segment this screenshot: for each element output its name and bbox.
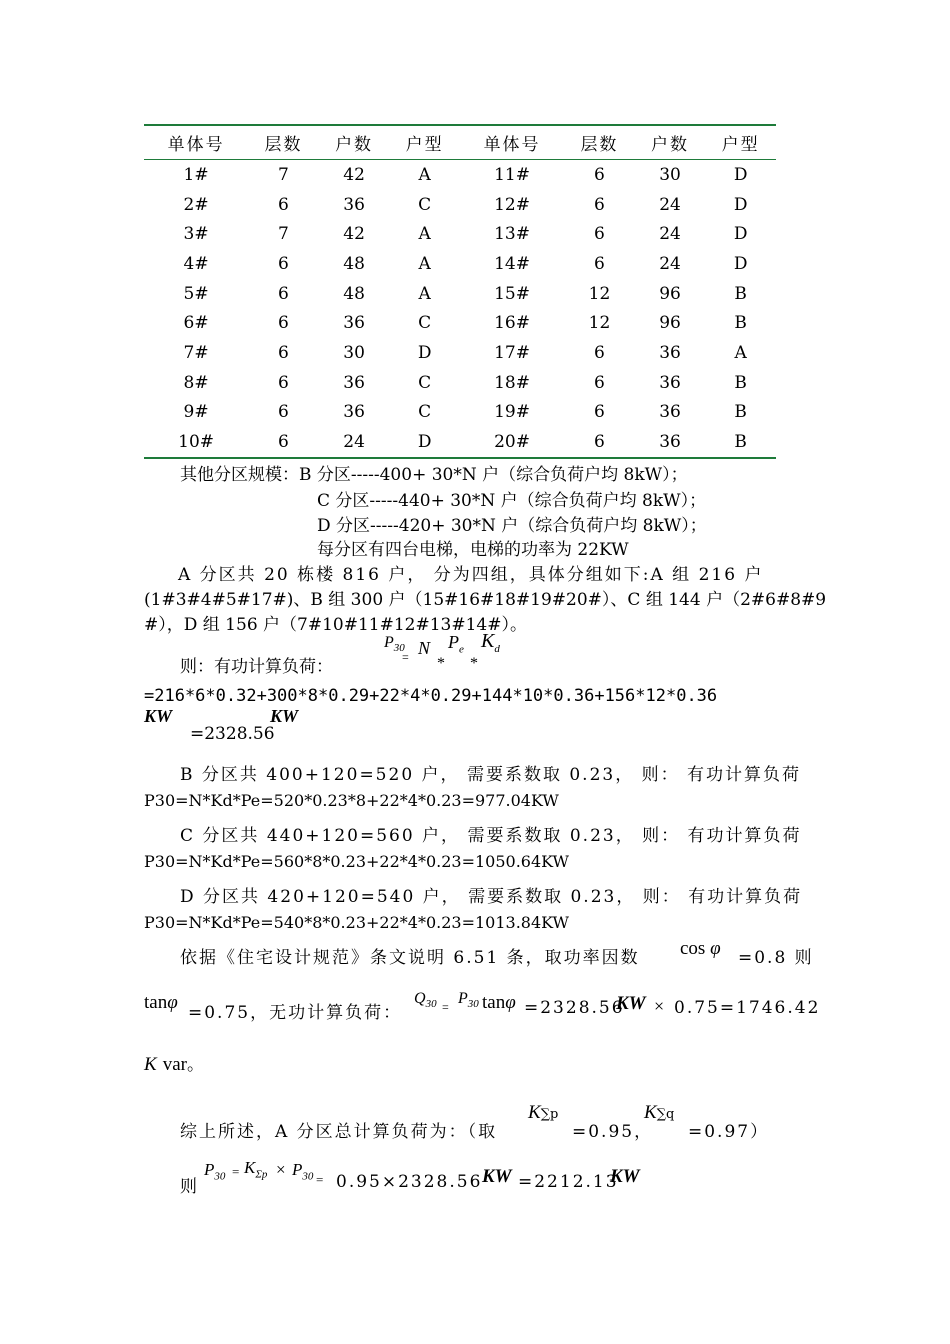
cos-phi: cos φ: [680, 938, 721, 959]
active-load-result: =2328.56: [190, 724, 275, 744]
c-section-line1: C 分区共 440+120=560 户， 需要系数取 0.23， 则： 有功计算负荷: [180, 826, 802, 846]
table-cell: 24: [659, 194, 681, 215]
table-cell: 36: [659, 402, 681, 423]
col-header: 户型: [389, 125, 460, 160]
table-cell: C: [418, 194, 432, 215]
table-cell: 24: [659, 253, 681, 274]
table-cell: 6: [278, 194, 289, 215]
active-load-label: 则：有功计算负荷：: [180, 657, 333, 677]
table-row: [144, 160, 776, 190]
formula-star2: *: [470, 655, 478, 672]
table-cell: 36: [343, 194, 365, 215]
formula-pe: $P_e$: [448, 632, 464, 656]
table-row: [144, 398, 776, 428]
table-cell: 48: [343, 283, 365, 304]
table-cell: 6: [594, 194, 605, 215]
table-cell: 7#: [183, 342, 209, 363]
table-cell: 12: [588, 313, 611, 334]
table-cell: 1#: [183, 164, 209, 185]
table-cell: A: [418, 283, 431, 304]
table-cell: 20#: [460, 427, 564, 458]
table-row: [144, 279, 776, 309]
a-paragraph-line3: #），D 组 156 户（7#10#11#12#13#14#）。: [144, 615, 527, 635]
table-cell: 48: [343, 253, 365, 274]
d-section-line2: P30=N*Kd*Pe=540*8*0.23+22*4*0.23=1013.84KW: [144, 913, 569, 932]
table-cell: 19#: [494, 402, 530, 423]
unit-kw-3: KW: [616, 993, 646, 1014]
col-header: 单体号: [460, 125, 564, 160]
table-cell: 15#: [494, 283, 530, 304]
table-cell: D: [733, 164, 748, 185]
table-cell: A: [418, 224, 431, 245]
col-header: 户型: [705, 125, 776, 160]
table-cell: 8#: [183, 372, 209, 393]
k-sum-q: K∑q: [644, 1102, 675, 1123]
d-section-line1: D 分区共 420+120=540 户， 需要系数取 0.23， 则： 有功计算负荷: [180, 887, 803, 907]
table-cell: 6#: [183, 313, 209, 334]
table-cell: A: [418, 164, 431, 185]
formula-tan-phi: tanφ: [482, 992, 516, 1013]
final-prefix: 则: [180, 1177, 197, 1197]
final-eq: =: [232, 1164, 240, 1179]
table-cell: 42: [343, 164, 365, 185]
table-cell: 6: [594, 342, 605, 363]
formula-p30: $P_{30}$: [384, 634, 405, 655]
tan-value: =0.75，无功计算负荷：: [188, 1003, 403, 1023]
table-cell: 7: [278, 224, 289, 245]
table-cell: 13#: [494, 224, 530, 245]
table-cell: 17#: [494, 342, 530, 363]
table-cell: 96: [659, 283, 681, 304]
partition-c-line: C 分区-----440+ 30*N 户（综合负荷户均 8kW）；: [317, 491, 707, 511]
table-cell: 24: [659, 224, 681, 245]
table-cell: D: [733, 194, 748, 215]
a-paragraph-line1: A 分区共 20 栋楼 816 户， 分为四组，具体分组如下:A 组 216 户: [178, 565, 764, 585]
table-cell: 6: [594, 164, 605, 185]
formula-n: N: [418, 638, 431, 658]
power-factor-text: 依据《住宅设计规范》条文说明 6.51 条，取功率因数: [180, 948, 640, 968]
tan-phi: tanφ: [144, 992, 178, 1013]
table-cell: 42: [343, 224, 365, 245]
table-header-row: [144, 125, 776, 160]
table-cell: B: [734, 283, 747, 304]
elevator-line: 每分区有四台电梯，电梯的功率为 22KW: [317, 540, 629, 560]
building-table: [144, 124, 776, 459]
b-section-line1: B 分区共 400+120=520 户， 需要系数取 0.23， 则： 有功计算负荷: [180, 765, 802, 785]
table-cell: 3#: [183, 224, 209, 245]
table-cell: B: [734, 313, 747, 334]
table-cell: 6: [278, 402, 289, 423]
col-header: 户数: [635, 125, 706, 160]
table-cell: C: [418, 372, 432, 393]
col-header: 户数: [319, 125, 390, 160]
table-cell: 36: [343, 372, 365, 393]
table-cell: 6: [278, 372, 289, 393]
table-cell: 12: [588, 283, 611, 304]
table-cell: 5#: [183, 283, 209, 304]
formula-star1: *: [437, 655, 445, 672]
final-p30: $P_{30}$: [204, 1160, 226, 1183]
b-section-line2: P30=N*Kd*Pe=520*0.23*8+22*4*0.23=977.04KW: [144, 791, 559, 810]
partition-d-line: D 分区-----420+ 30*N 户（综合负荷户均 8kW）；: [317, 516, 707, 536]
table-cell: 2#: [183, 194, 209, 215]
col-header: 单体号: [144, 125, 248, 160]
table-cell: 36: [343, 313, 365, 334]
k-sum-q-value: =0.97）: [688, 1122, 770, 1142]
table-cell: B: [734, 372, 747, 393]
table-row: [144, 368, 776, 398]
table-cell: D: [733, 224, 748, 245]
col-header: 层数: [564, 125, 635, 160]
table-row: [144, 427, 776, 458]
table-cell: 18#: [494, 372, 530, 393]
final-value: 0.95×2328.56: [336, 1172, 483, 1192]
formula-q30: $Q_{30}$: [414, 990, 437, 1011]
table-cell: 9#: [183, 402, 209, 423]
k-sum-p: K∑p: [528, 1102, 559, 1123]
table-cell: 6: [594, 253, 605, 274]
final-p30-2: $P_{30}$: [292, 1160, 314, 1183]
table-cell: 6: [278, 253, 289, 274]
table-cell: 10#: [144, 427, 248, 458]
table-cell: C: [418, 313, 432, 334]
c-section-line2: P30=N*Kd*Pe=560*8*0.23+22*4*0.23=1050.64KW: [144, 852, 569, 871]
reactive-result: 0.75=1746.42: [674, 998, 821, 1018]
table-cell: 96: [659, 313, 681, 334]
table-cell: A: [734, 342, 747, 363]
partition-b-line: 其他分区规模：B 分区-----400+ 30*N 户（综合负荷户均 8kW）；: [180, 465, 688, 485]
table-cell: 12#: [494, 194, 530, 215]
final-result: =2212.13: [518, 1172, 619, 1192]
table-cell: A: [418, 253, 431, 274]
unit-kw-5: KW: [610, 1166, 640, 1187]
formula-eq: =: [402, 650, 409, 664]
table-cell: 30: [659, 164, 681, 185]
k-sum-p-value: =0.95，: [572, 1122, 654, 1142]
table-row: [144, 219, 776, 249]
formula-p30-q: $P_{30}$: [458, 990, 479, 1011]
table-cell: 30: [343, 342, 365, 363]
table-cell: 6: [594, 372, 605, 393]
table-cell: B: [705, 427, 776, 458]
a-paragraph-line2: (1#3#4#5#17#)、B 组 300 户（15#16#18#19#20#）、C 组 144 户（2#6#8#9: [144, 590, 827, 610]
formula-eq-q: =: [442, 1000, 449, 1014]
table-cell: 6: [278, 313, 289, 334]
table-cell: 36: [635, 427, 706, 458]
unit-kw-1: KW: [144, 706, 173, 726]
table-cell: 6: [564, 427, 635, 458]
power-factor-value: =0.8 则: [738, 948, 814, 968]
table-body: [144, 160, 776, 458]
table-cell: 24: [319, 427, 390, 458]
table-row: [144, 249, 776, 279]
final-times: ×: [276, 1160, 286, 1179]
table-cell: D: [389, 427, 460, 458]
formula-kd: $K_d$: [481, 630, 500, 655]
table-cell: 36: [659, 372, 681, 393]
table-cell: 11#: [494, 164, 530, 185]
table-cell: 6: [278, 342, 289, 363]
table-cell: 7: [278, 164, 289, 185]
summary-text: 综上所述，A 分区总计算负荷为：（取: [180, 1122, 498, 1142]
table-cell: 36: [343, 402, 365, 423]
table-cell: 14#: [494, 253, 530, 274]
table-cell: C: [418, 402, 432, 423]
table-row: [144, 308, 776, 338]
unit-kvar: K var。: [144, 1054, 204, 1075]
table-cell: 6: [594, 224, 605, 245]
table-cell: 36: [659, 342, 681, 363]
table-row: [144, 338, 776, 368]
table-cell: B: [734, 402, 747, 423]
final-k: $K_{\Sigma p}$: [244, 1158, 268, 1181]
table-cell: 6: [594, 402, 605, 423]
reactive-value: =2328.56: [524, 998, 625, 1018]
unit-kw-4: KW: [482, 1166, 512, 1187]
active-load-expression: =216*6*0.32+300*8*0.29+22*4*0.29+144*10*0.36+156*12*0.36: [144, 686, 718, 706]
table-cell: D: [417, 342, 432, 363]
final-eq2: =: [316, 1172, 324, 1187]
table-row: [144, 190, 776, 220]
table-cell: 4#: [183, 253, 209, 274]
table-cell: 16#: [494, 313, 530, 334]
table-cell: 6: [278, 283, 289, 304]
table-cell: 6: [248, 427, 319, 458]
col-header: 层数: [248, 125, 319, 160]
table-cell: D: [733, 253, 748, 274]
times-sign: ×: [654, 996, 665, 1016]
unit-kw-2: KW: [270, 706, 299, 726]
